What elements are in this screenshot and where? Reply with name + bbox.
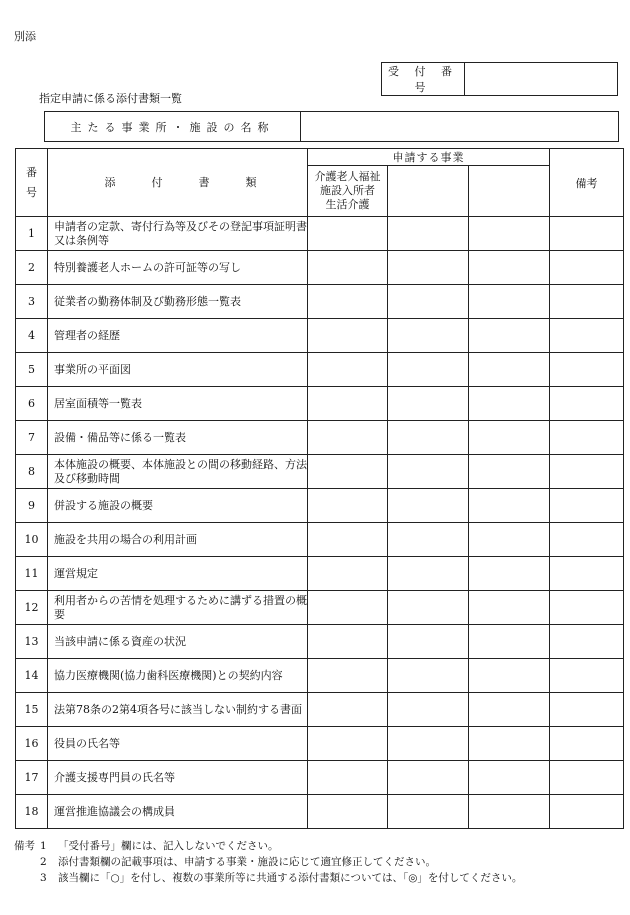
apply-cell-1[interactable] xyxy=(308,353,388,387)
document-header xyxy=(48,149,308,217)
number-header-2: 号 xyxy=(26,185,37,199)
apply-cell-2[interactable] xyxy=(388,693,469,727)
row-number: 4 xyxy=(16,319,48,353)
row-document: 特別養護老人ホームの許可証等の写し xyxy=(48,251,308,285)
apply-cell-1[interactable] xyxy=(308,285,388,319)
remarks-cell[interactable] xyxy=(550,523,624,557)
row-document: 介護支援専門員の氏名等 xyxy=(48,761,308,795)
table-row xyxy=(16,489,624,523)
table-row xyxy=(16,523,624,557)
apply-cell-2[interactable] xyxy=(388,319,469,353)
apply-cell-2[interactable] xyxy=(388,217,469,251)
row-number: 11 xyxy=(16,557,48,591)
apply-cell-2[interactable] xyxy=(388,489,469,523)
apply-cell-1[interactable] xyxy=(308,727,388,761)
apply-cell-2[interactable] xyxy=(388,251,469,285)
row-document: 法第78条の2第4項各号に該当しない制約する書面 xyxy=(48,693,308,727)
document-header-char: 類 xyxy=(245,175,257,189)
row-number: 2 xyxy=(16,251,48,285)
row-number: 18 xyxy=(16,795,48,829)
apply-cell-2[interactable] xyxy=(388,455,469,489)
apply-cell-1[interactable] xyxy=(308,217,388,251)
apply-cell-2[interactable] xyxy=(388,285,469,319)
apply-cell-3[interactable] xyxy=(469,659,550,693)
table-row xyxy=(16,217,624,251)
row-document: 協力医療機関(協力歯科医療機関)との契約内容 xyxy=(48,659,308,693)
row-number: 12 xyxy=(16,591,48,625)
remarks-cell[interactable] xyxy=(550,285,624,319)
table-row xyxy=(16,659,624,693)
apply-cell-3[interactable] xyxy=(469,693,550,727)
table-row xyxy=(16,353,624,387)
row-document: 居室面積等一覧表 xyxy=(48,387,308,421)
apply-cell-2[interactable] xyxy=(388,353,469,387)
note-number: 1 xyxy=(40,840,47,852)
row-number: 14 xyxy=(16,659,48,693)
apply-cell-2[interactable] xyxy=(388,387,469,421)
apply-cell-1[interactable] xyxy=(308,659,388,693)
apply-sub-line: 生活介護 xyxy=(325,198,370,211)
apply-cell-3[interactable] xyxy=(469,251,550,285)
row-document: 申請者の定款、寄付行為等及びその登記事項証明書又は条例等 xyxy=(48,217,308,251)
apply-cell-3[interactable] xyxy=(469,319,550,353)
remarks-cell[interactable] xyxy=(550,795,624,829)
apply-cell-1[interactable] xyxy=(308,523,388,557)
row-document: 運営推進協議会の構成員 xyxy=(48,795,308,829)
facility-name-label: 主たる事業所・施設の名称 xyxy=(45,112,301,142)
table-row xyxy=(16,421,624,455)
apply-cell-1[interactable] xyxy=(308,455,388,489)
facility-name-field[interactable] xyxy=(301,112,619,142)
apply-cell-2[interactable] xyxy=(388,523,469,557)
row-document: 事業所の平面図 xyxy=(48,353,308,387)
row-document: 設備・備品等に係る一覧表 xyxy=(48,421,308,455)
row-number: 9 xyxy=(16,489,48,523)
document-header-char: 付 xyxy=(151,175,163,189)
apply-cell-3[interactable] xyxy=(469,727,550,761)
table-row xyxy=(16,591,624,625)
apply-cell-2[interactable] xyxy=(388,659,469,693)
note-text: 該当欄に「○」を付し、複数の事業所等に共通する添付書類については、「◎」を付してください。 xyxy=(58,872,523,884)
apply-cell-3[interactable] xyxy=(469,625,550,659)
remarks-cell[interactable] xyxy=(550,591,624,625)
remarks-cell[interactable] xyxy=(550,727,624,761)
row-number: 17 xyxy=(16,761,48,795)
row-number: 7 xyxy=(16,421,48,455)
table-row xyxy=(16,557,624,591)
row-number: 15 xyxy=(16,693,48,727)
apply-cell-1[interactable] xyxy=(308,795,388,829)
number-header xyxy=(16,149,48,217)
apply-cell-2[interactable] xyxy=(388,625,469,659)
apply-cell-3[interactable] xyxy=(469,421,550,455)
remarks-cell[interactable] xyxy=(550,693,624,727)
table-row xyxy=(16,387,624,421)
apply-cell-3[interactable] xyxy=(469,761,550,795)
note-row xyxy=(14,838,522,854)
row-number: 5 xyxy=(16,353,48,387)
apply-cell-1[interactable] xyxy=(308,489,388,523)
remarks-cell[interactable] xyxy=(550,251,624,285)
remarks-cell[interactable] xyxy=(550,217,624,251)
apply-cell-2[interactable] xyxy=(388,761,469,795)
note-row xyxy=(14,854,522,870)
attachment-table xyxy=(15,148,624,829)
apply-sub-line: 施設入所者 xyxy=(320,184,375,197)
apply-cell-3[interactable] xyxy=(469,217,550,251)
apply-cell-1[interactable] xyxy=(308,557,388,591)
apply-cell-2[interactable] xyxy=(388,591,469,625)
top-note: 別添 xyxy=(14,30,36,43)
table-row xyxy=(16,455,624,489)
apply-cell-3[interactable] xyxy=(469,387,550,421)
number-header-1: 番 xyxy=(26,165,37,179)
table-row xyxy=(16,285,624,319)
apply-business-header: 申請する事業 xyxy=(308,149,550,166)
apply-cell-1[interactable] xyxy=(308,625,388,659)
remarks-cell[interactable] xyxy=(550,659,624,693)
page-heading: 指定申請に係る添付書類一覧 xyxy=(39,92,182,105)
table-row xyxy=(16,761,624,795)
row-number: 10 xyxy=(16,523,48,557)
row-document: 当該申請に係る資産の状況 xyxy=(48,625,308,659)
note-row xyxy=(14,870,522,886)
notes-lead: 備考 xyxy=(14,840,35,852)
apply-cell-1[interactable] xyxy=(308,387,388,421)
apply-sub-line: 介護老人福祉 xyxy=(314,170,381,183)
remarks-cell[interactable] xyxy=(550,319,624,353)
apply-cell-3[interactable] xyxy=(469,523,550,557)
remarks-cell[interactable] xyxy=(550,761,624,795)
facility-name-box xyxy=(44,111,619,142)
apply-sub-header-3 xyxy=(469,166,550,217)
table-row xyxy=(16,795,624,829)
table-row xyxy=(16,319,624,353)
note-number: 2 xyxy=(40,856,47,868)
apply-cell-2[interactable] xyxy=(388,557,469,591)
row-number: 1 xyxy=(16,217,48,251)
apply-sub-header-1 xyxy=(308,166,388,217)
row-number: 6 xyxy=(16,387,48,421)
remarks-header: 備考 xyxy=(550,149,624,217)
receipt-number-label: 受 付 番 号 xyxy=(382,63,465,96)
row-number: 13 xyxy=(16,625,48,659)
apply-cell-3[interactable] xyxy=(469,591,550,625)
apply-cell-1[interactable] xyxy=(308,421,388,455)
apply-cell-2[interactable] xyxy=(388,795,469,829)
apply-cell-1[interactable] xyxy=(308,693,388,727)
remarks-cell[interactable] xyxy=(550,421,624,455)
row-document: 管理者の経歴 xyxy=(48,319,308,353)
row-document: 役員の氏名等 xyxy=(48,727,308,761)
table-row xyxy=(16,625,624,659)
row-document: 本体施設の概要、本体施設との間の移動経路、方法及び移動時間 xyxy=(48,455,308,489)
apply-cell-2[interactable] xyxy=(388,421,469,455)
apply-cell-3[interactable] xyxy=(469,795,550,829)
row-number: 16 xyxy=(16,727,48,761)
apply-cell-2[interactable] xyxy=(388,727,469,761)
remarks-cell[interactable] xyxy=(550,625,624,659)
apply-cell-1[interactable] xyxy=(308,319,388,353)
apply-cell-1[interactable] xyxy=(308,761,388,795)
row-document: 運営規定 xyxy=(48,557,308,591)
apply-cell-3[interactable] xyxy=(469,489,550,523)
apply-cell-3[interactable] xyxy=(469,285,550,319)
document-header-char: 添 xyxy=(104,175,116,189)
row-document: 併設する施設の概要 xyxy=(48,489,308,523)
note-text: 添付書類欄の記載事項は、申請する事業・施設に応じて適宜修正してください。 xyxy=(58,856,436,868)
table-row xyxy=(16,693,624,727)
apply-cell-3[interactable] xyxy=(469,455,550,489)
row-document: 利用者からの苦情を処理するために講ずる措置の概要 xyxy=(48,591,308,625)
note-number: 3 xyxy=(40,872,47,884)
apply-sub-header-2 xyxy=(388,166,469,217)
receipt-number-box xyxy=(381,62,618,96)
receipt-number-field[interactable] xyxy=(465,63,618,96)
note-text: 「受付番号」欄には、記入しないでください。 xyxy=(58,840,279,852)
apply-cell-1[interactable] xyxy=(308,591,388,625)
row-document: 施設を共用の場合の利用計画 xyxy=(48,523,308,557)
remarks-cell[interactable] xyxy=(550,455,624,489)
row-number: 3 xyxy=(16,285,48,319)
row-number: 8 xyxy=(16,455,48,489)
remarks-cell[interactable] xyxy=(550,557,624,591)
apply-cell-3[interactable] xyxy=(469,557,550,591)
row-document: 従業者の勤務体制及び勤務形態一覧表 xyxy=(48,285,308,319)
apply-cell-1[interactable] xyxy=(308,251,388,285)
remarks-cell[interactable] xyxy=(550,387,624,421)
remarks-cell[interactable] xyxy=(550,353,624,387)
remarks-cell[interactable] xyxy=(550,489,624,523)
apply-cell-3[interactable] xyxy=(469,353,550,387)
table-row xyxy=(16,251,624,285)
document-header-char: 書 xyxy=(198,175,210,189)
notes xyxy=(14,838,522,886)
table-row xyxy=(16,727,624,761)
